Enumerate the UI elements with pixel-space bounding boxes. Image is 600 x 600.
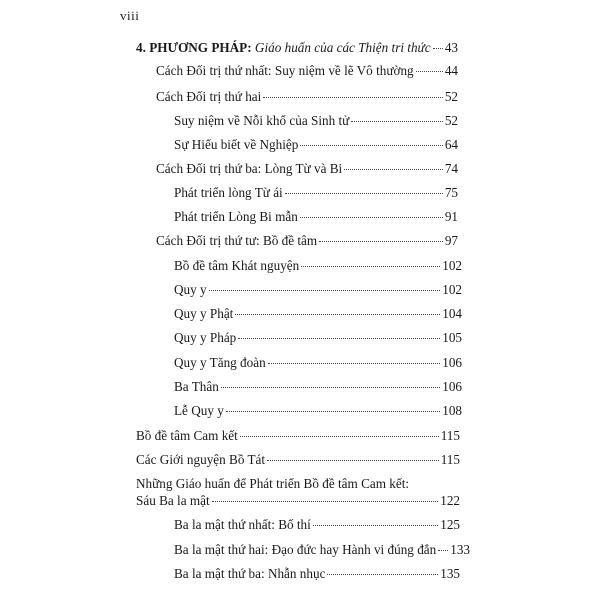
toc-entry <box>136 428 460 444</box>
toc-entry-page: 133 <box>450 542 471 557</box>
dot-leader <box>268 363 441 364</box>
toc-entry <box>136 452 460 468</box>
toc-entry-page: 74 <box>444 161 458 176</box>
toc-entry-page: 115 <box>440 452 460 467</box>
toc-entry-page: 102 <box>442 258 462 273</box>
toc-entry <box>174 403 462 419</box>
toc-entry <box>156 89 458 105</box>
dot-leader <box>285 193 443 194</box>
dot-leader <box>416 71 443 72</box>
toc-entry-page: 122 <box>440 493 460 508</box>
toc-entry-page: 44 <box>444 63 458 78</box>
dot-leader <box>212 501 439 502</box>
dot-leader <box>300 145 442 146</box>
toc-entry <box>156 63 458 79</box>
toc-entry <box>174 258 462 274</box>
toc-entry <box>174 542 471 558</box>
toc-entry-title: Cách Đối trị thứ nhất: Suy niệm về lẽ Vô thường <box>156 63 414 78</box>
dot-leader <box>319 241 443 242</box>
toc-entry-title: Phát triển Lòng Bi mẫn <box>174 209 298 224</box>
toc-entry-page: 52 <box>444 89 458 104</box>
toc-entry <box>174 137 458 153</box>
toc-entry-page: 97 <box>444 233 458 248</box>
toc-entry-page: 125 <box>440 517 460 532</box>
toc-entry-page: 64 <box>444 137 458 152</box>
toc-entry-title: Lễ Quy y <box>174 403 224 418</box>
dot-leader <box>267 460 439 461</box>
dot-leader <box>327 574 438 575</box>
dot-leader <box>209 290 441 291</box>
dot-leader <box>235 314 440 315</box>
dot-leader <box>301 266 440 267</box>
toc-entry <box>174 330 462 346</box>
toc-entry-page: 104 <box>442 306 462 321</box>
dot-leader <box>300 217 443 218</box>
dot-leader <box>238 338 440 339</box>
toc-entry-title: Bồ đề tâm Cam kết <box>136 428 238 443</box>
toc-entry <box>174 185 458 201</box>
dot-leader <box>313 525 438 526</box>
toc-entry <box>156 233 458 249</box>
toc-chapter-heading <box>136 40 458 56</box>
toc-entry-title: Những Giáo huấn để Phát triển Bồ đề tâm Cam kết: <box>136 476 410 491</box>
toc-entry-title: Bồ đề tâm Khát nguyện <box>174 258 300 273</box>
toc-entry-title: Cách Đối trị thứ tư: Bồ đề tâm <box>156 233 318 248</box>
toc-entry <box>174 355 462 371</box>
toc-entry-page: 106 <box>442 379 462 394</box>
toc-entry-title: Cách Đối trị thứ hai <box>156 89 262 104</box>
toc-entry-page: 115 <box>440 428 460 443</box>
dot-leader <box>221 387 440 388</box>
toc-entry <box>174 306 462 322</box>
toc-entry-page: 52 <box>444 113 458 128</box>
dot-leader <box>263 97 443 98</box>
toc-entry-title: Quy y <box>174 282 207 297</box>
toc-entry-title: Quy y Tăng đoàn <box>174 355 266 370</box>
chapter-page: 43 <box>444 40 458 55</box>
dot-leader <box>433 48 443 49</box>
toc-entry-title: Sự Hiểu biết về Nghiệp <box>174 137 299 152</box>
dot-leader <box>240 436 439 437</box>
toc-entry-title: Quy y Pháp <box>174 330 237 345</box>
toc-entry-title: Các Giới nguyện Bồ Tát <box>136 452 266 467</box>
toc-entry <box>156 161 458 177</box>
chapter-subtitle: Giáo huấn của các Thiện tri thức <box>254 40 431 55</box>
toc-entry-page: 135 <box>440 566 460 581</box>
toc-entry-title: Cách Đối trị thứ ba: Lòng Từ và Bi <box>156 161 343 176</box>
toc-entry <box>174 282 462 298</box>
toc-entry <box>136 493 460 509</box>
toc-entry <box>174 379 462 395</box>
toc-entry-page: 102 <box>442 282 462 297</box>
toc-entry <box>174 113 458 129</box>
toc-entry-title: Phát triển lòng Từ ái <box>174 185 283 200</box>
toc-entry-page: 106 <box>442 355 462 370</box>
dot-leader <box>351 121 443 122</box>
toc-entry-title: Sáu Ba la mật <box>136 493 210 508</box>
toc-entry-title: Ba la mật thứ hai: Đạo đức hay Hành vi đúng đắn <box>174 542 437 557</box>
toc-entry <box>174 209 458 225</box>
toc-entry <box>174 517 460 533</box>
toc-entry-page: 108 <box>442 403 462 418</box>
toc-entry <box>174 566 460 582</box>
dot-leader <box>438 550 448 551</box>
toc-entry-page: 105 <box>442 330 462 345</box>
toc-entry-title: Suy niệm về Nỗi khổ của Sinh tử <box>174 113 350 128</box>
dot-leader <box>344 169 443 170</box>
toc-entry-title: Ba la mật thứ ba: Nhẫn nhục <box>174 566 326 581</box>
page-number: viii <box>120 8 140 23</box>
toc-entry-title: Ba Thân <box>174 379 219 394</box>
chapter-number-title: 4. PHƯƠNG PHÁP: <box>136 40 252 55</box>
toc-entry-title: Ba la mật thứ nhất: Bố thí <box>174 517 311 532</box>
toc-entry-title: Quy y Phật <box>174 306 234 321</box>
dot-leader <box>226 411 440 412</box>
toc-entry-page: 75 <box>444 185 458 200</box>
toc-entry-page: 91 <box>444 209 458 224</box>
